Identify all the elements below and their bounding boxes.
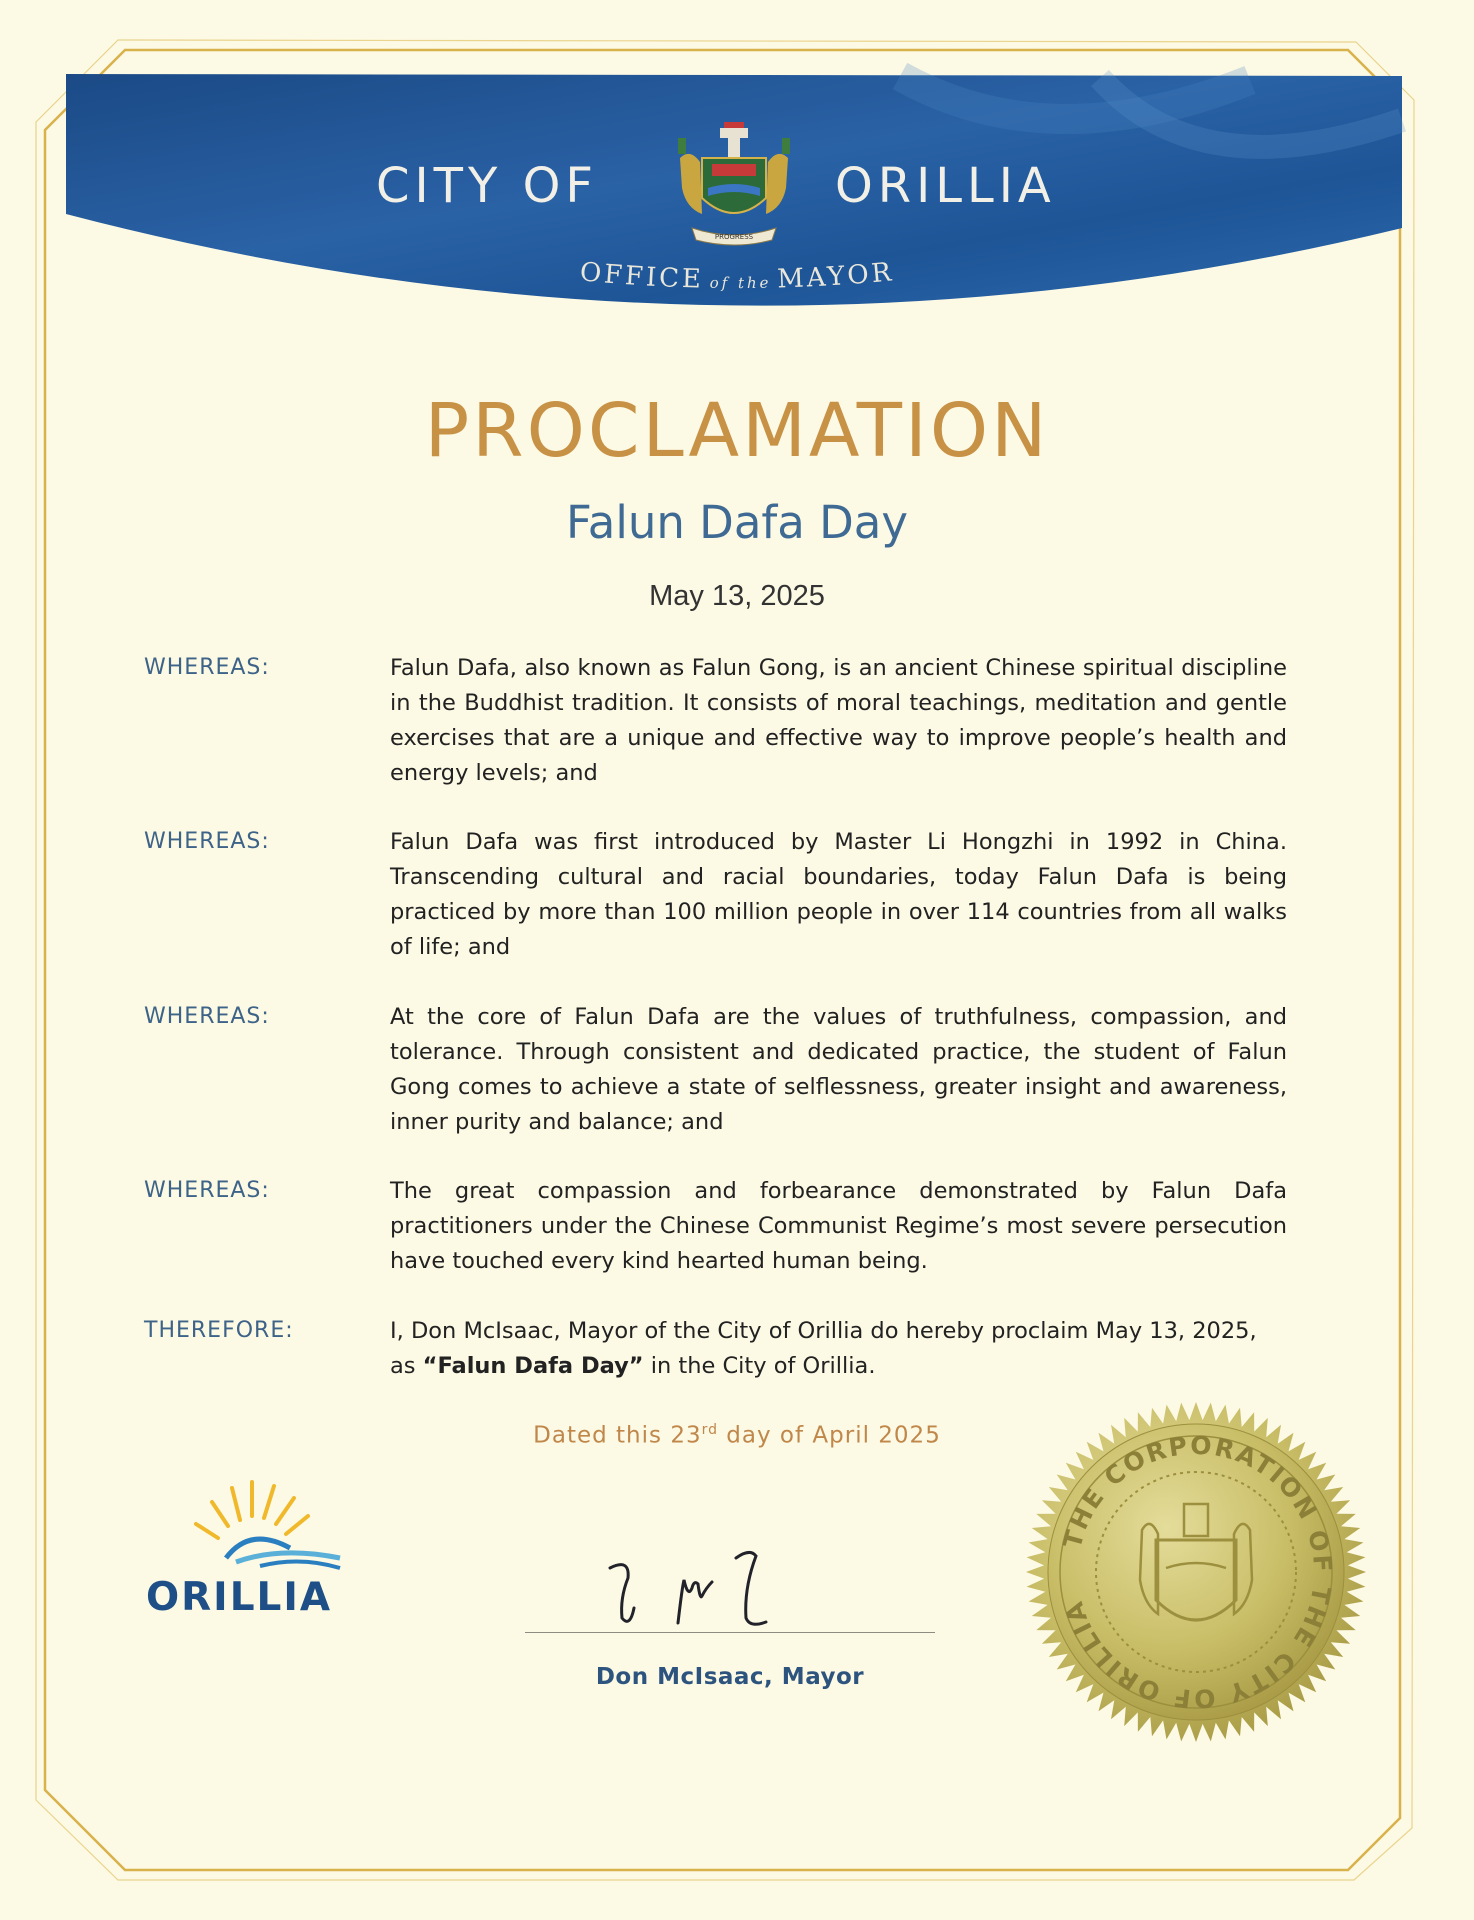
clause-text: Falun Dafa, also known as Falun Gong, is an ancient Chinese spiritual discipline in the Buddhist tradition. It consists of moral teachings, meditation and gentle exercises that are a unique and effective way to improve people’s health and energy levels; and: [390, 655, 1287, 786]
signature-line: [525, 1632, 935, 1633]
clause-label: WHEREAS:: [144, 1004, 270, 1029]
svg-text:THE CORPORATION OF THE CITY OF: THE CORPORATION OF THE CITY OF ORILLIA: [1057, 1430, 1338, 1714]
signature-name: Don McIsaac, Mayor: [595, 1664, 865, 1690]
falun-dafa-day-bold: “Falun Dafa Day”: [422, 1353, 644, 1379]
clause-label: WHEREAS:: [144, 1178, 270, 1203]
clause-text: Falun Dafa was first introduced by Master Li Hongzhi in 1992 in China. Transcending cultural and racial boundaries, today Falun Dafa is being practiced by more than 100 million people in over 114 countries from all walks of life; and: [390, 829, 1287, 960]
mayor-signature: [560, 1528, 820, 1638]
clause-text: I, Don McIsaac, Mayor of the City of Orillia do hereby proclaim May 13, 2025, as “Falun Dafa Day” in the City of Orillia.: [390, 1318, 1257, 1379]
clause-text: At the core of Falun Dafa are the values of truthfulness, compassion, and tolerance. Through consistent and dedicated practice, the student of Falun Gong comes to achieve a state of selflessness, greater insight and awareness, inner purity and balance; and: [390, 1004, 1287, 1135]
header-city-of: CITY OF: [376, 158, 598, 214]
page-title: PROCLAMATION: [424, 388, 1050, 474]
orillia-logo-text: ORILLIA: [146, 1575, 333, 1620]
clause-label: THEREFORE:: [144, 1318, 294, 1343]
dated-line: Dated this 23rd day of April 2025: [533, 1422, 941, 1449]
clause-label: WHEREAS:: [144, 655, 270, 680]
clause-label: WHEREAS:: [144, 829, 270, 854]
svg-text:OFFICEof theMAYOR: OFFICE of the MAYOR: [578, 257, 896, 295]
page-subtitle: Falun Dafa Day: [566, 496, 908, 549]
city-seal-icon: [1024, 1400, 1369, 1745]
office-of-the-mayor: [0, 0, 1474, 360]
proclamation-date: May 13, 2025: [649, 580, 825, 612]
crest-motto: PROGRESS: [714, 233, 754, 241]
clause-text: The great compassion and forbearance demonstrated by Falun Dafa practitioners under the Chinese Communist Regime’s most severe persecution have touched every kind hearted human being.: [390, 1178, 1287, 1274]
header-orillia: ORILLIA: [835, 158, 1056, 214]
